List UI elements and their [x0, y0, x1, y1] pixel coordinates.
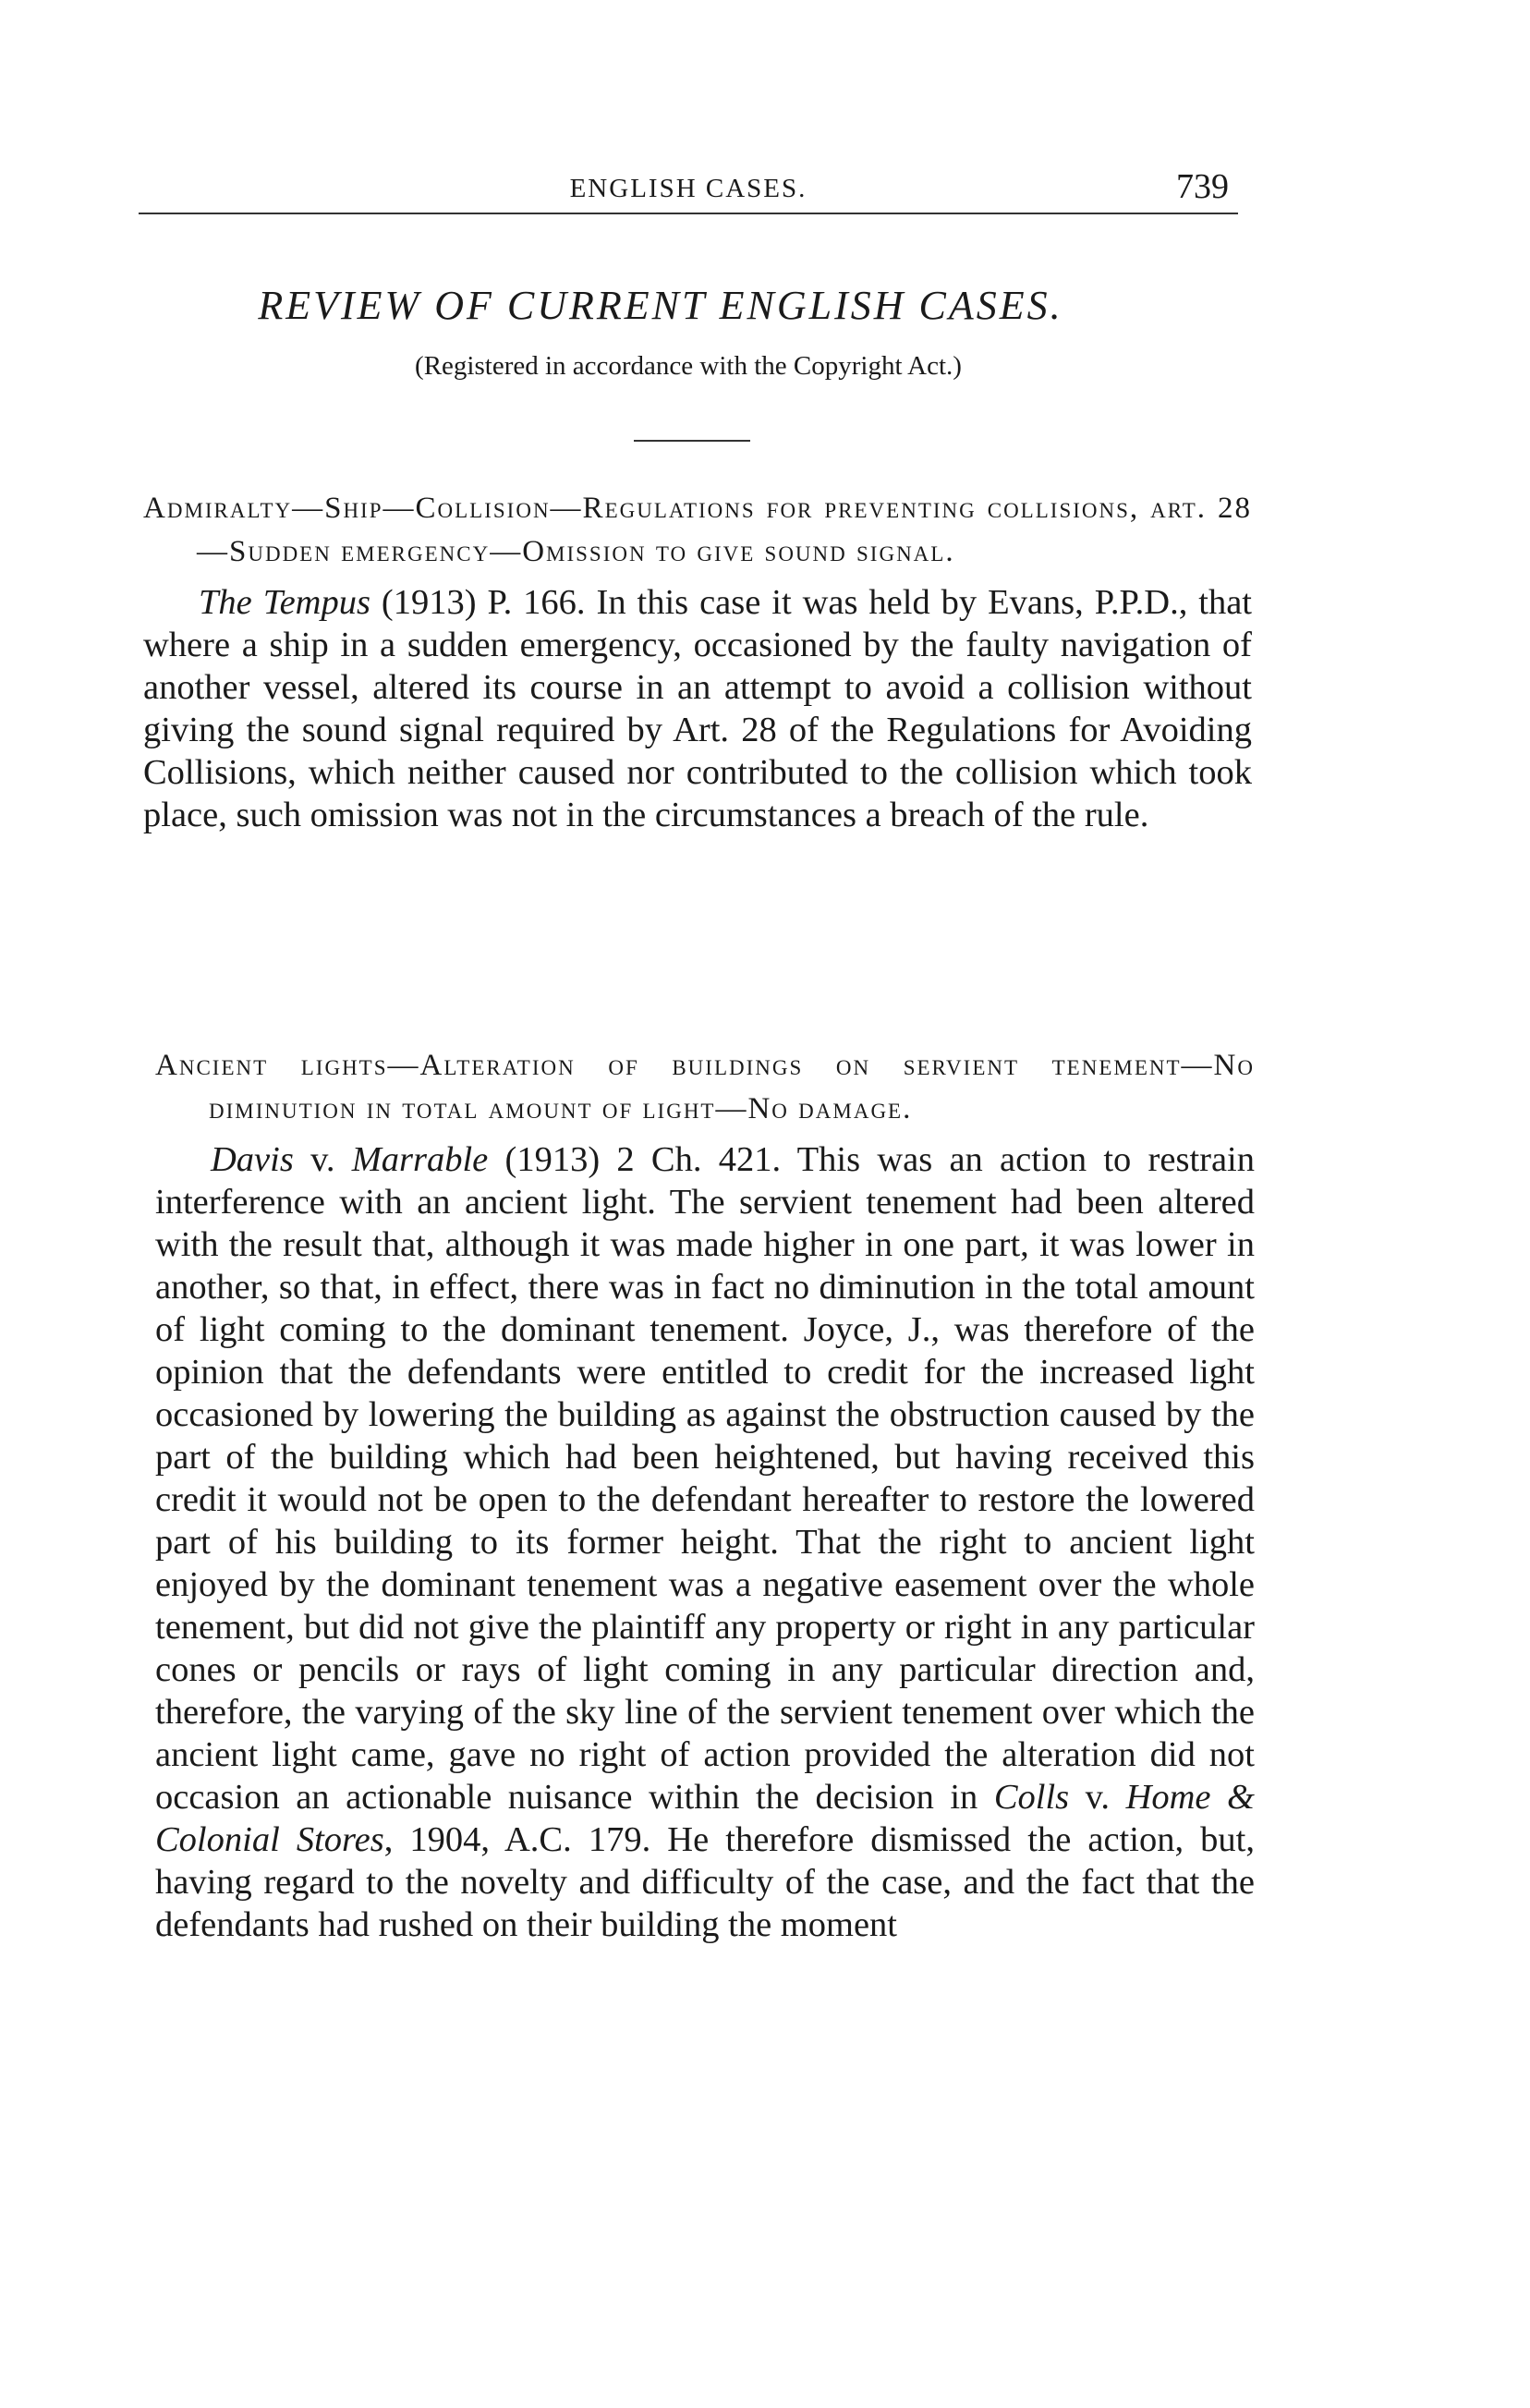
section-divider: [634, 440, 750, 442]
copyright-note: (Registered in accordance with the Copyright Act.): [415, 351, 962, 381]
cited-case-plaintiff: Colls: [993, 1778, 1070, 1817]
running-title: ENGLISH CASES.: [569, 174, 808, 203]
cited-versus: v.: [1069, 1778, 1126, 1817]
case-name-defendant: Marrable: [351, 1140, 489, 1179]
case-text-continued: , 1904, A.C. 179. He therefore dismissed the action, but, having regard to the novelty and difficulty of the case, and the fact that the defendants had rushed on their building the moment: [155, 1820, 1255, 1944]
case-name-plaintiff: Davis: [211, 1140, 294, 1179]
case-paragraph: [155, 1138, 1255, 1946]
case-paragraph: [143, 581, 1252, 836]
page-number: 739: [1176, 167, 1229, 206]
running-head: [139, 166, 1238, 214]
case-section-ancient-lights: [155, 1044, 1255, 1982]
cited-case-defendant: Home & Colonial Stores: [155, 1778, 1255, 1859]
case-heading: Ancient lights—Alteration of buildings on servient tenement—No diminution in total amount of light—No damage.: [155, 1049, 1255, 1125]
case-name: The Tempus: [199, 583, 370, 622]
case-versus: v.: [293, 1140, 352, 1179]
case-text: (1913) P. 166. In this case it was held by Evans, P.P.D., that where a ship in a sudden emergency, occasioned by the faulty navigation of another vessel, altered its course in an attempt to avoid a collision without giving the sound signal required by Art. 28 of the Regulations for Avoiding Collisions, which neither caused nor contributed to the collision which took place, such omission was not in the circumstances a breach of the rule.: [143, 583, 1252, 834]
page-title: REVIEW OF CURRENT ENGLISH CASES.: [258, 283, 1063, 328]
case-text: (1913) 2 Ch. 421. This was an action to restrain interference with an ancient light. The servient tenement had been altered with the result that, although it was made higher in one part, it was lower in another, so that, in effect, there was in fact no diminution in the total amount of light coming to the dominant tenement. Joyce, J., was therefore of the opinion that the defendants were entitled to credit for the increased light occasioned by lowering the building as against the obstruction caused by the part of the building which had been heightened, but having received this credit it would not be open to the defendant hereafter to restore the lowered part of his building to its former height. That the right to ancient light enjoyed by the dominant tenement was a negative easement over the whole tenement, but did not give the plaintiff any property or right in any particular cones or pencils or rays of light coming in any particular direction and, therefore, the varying of the sky line of the servient tenement over which the ancient light came, gave no right of action provided the alteration did not occasion an actionable nuisance within the decision in: [155, 1140, 1255, 1817]
case-heading: Admiralty—Ship—Collision—Regulations for preventing collisions, art. 28—Sudden emergency—Omission to give sound signal.: [143, 492, 1252, 568]
case-section-admiralty: [143, 487, 1252, 872]
